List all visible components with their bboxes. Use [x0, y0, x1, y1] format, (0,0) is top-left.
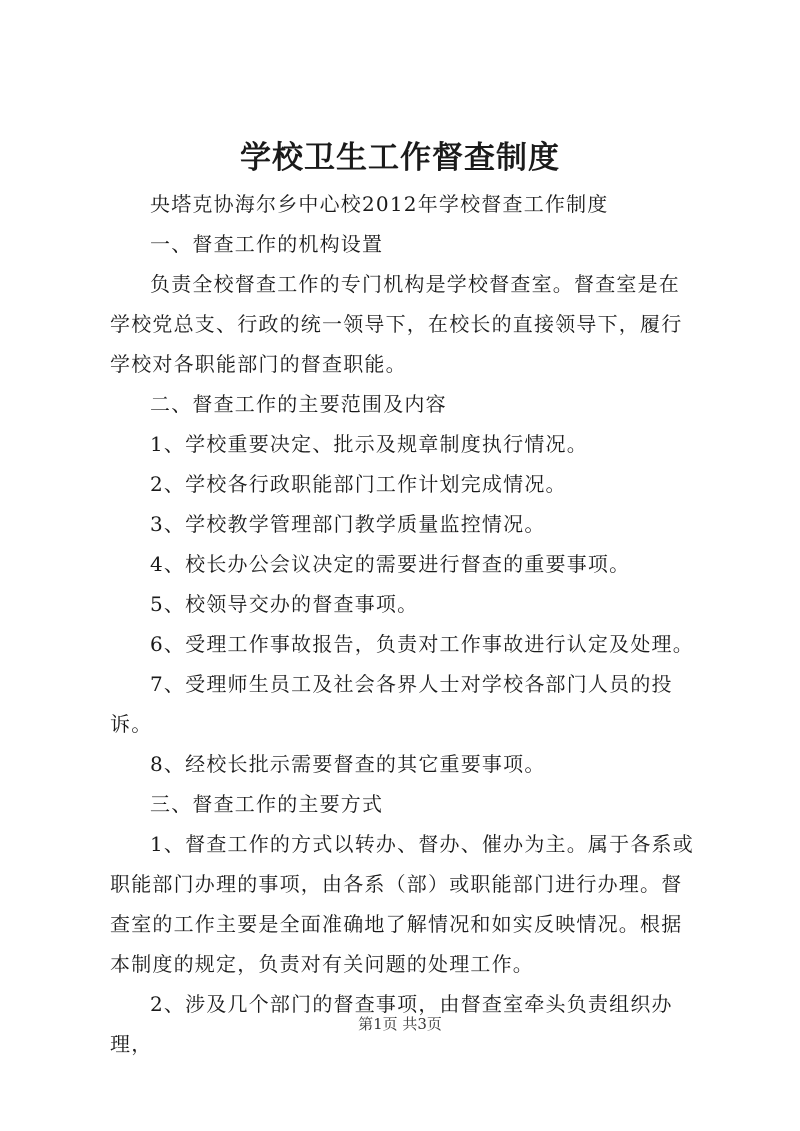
document-title: 学校卫生工作督查制度 — [240, 140, 560, 176]
paragraph: 4、校长办公会议决定的需要进行督查的重要事项。 — [150, 552, 631, 576]
paragraph: 负责全校督查工作的专门机构是学校督查室。督查室是在学校党总支、行政的统一领导下，在校长的直接领导下，履行学校对各职能部门的督查职能。 — [110, 272, 683, 376]
paragraph: 6、受理工作事故报告，负责对工作事故进行认定及处理。 — [150, 632, 694, 656]
paragraph: 央塔克协海尔乡中心校2012年学校督查工作制度 — [150, 192, 609, 216]
paragraph: 5、校领导交办的督查事项。 — [150, 592, 419, 616]
paragraph: 一、督查工作的机构设置 — [150, 232, 384, 256]
paragraph: 7、受理师生员工及社会各界人士对学校各部门人员的投诉。 — [110, 672, 673, 736]
document-body — [110, 184, 700, 1064]
paragraph: 1、学校重要决定、批示及规章制度执行情况。 — [150, 432, 588, 456]
paragraph: 三、督查工作的主要方式 — [150, 792, 384, 816]
paragraph: 二、督查工作的主要范围及内容 — [150, 392, 447, 416]
paragraph: 2、学校各行政职能部门工作计划完成情况。 — [150, 472, 567, 496]
paragraph: 2、涉及几个部门的督查事项，由督查室牵头负责组织办理， — [110, 992, 673, 1056]
paragraph: 3、学校教学管理部门教学质量监控情况。 — [150, 512, 546, 536]
paragraph: 1、督查工作的方式以转办、督办、催办为主。属于各系或职能部门办理的事项，由各系（部）或职能部门进行办理。督查室的工作主要是全面准确地了解情况和如实反映情况。根据本制度的规定，负责对有关问题的处理工作。 — [110, 832, 694, 976]
paragraph: 8、经校长批示需要督查的其它重要事项。 — [150, 752, 546, 776]
page-number-label: 第1页 共3页 — [358, 1015, 442, 1033]
page-footer — [0, 1014, 800, 1034]
